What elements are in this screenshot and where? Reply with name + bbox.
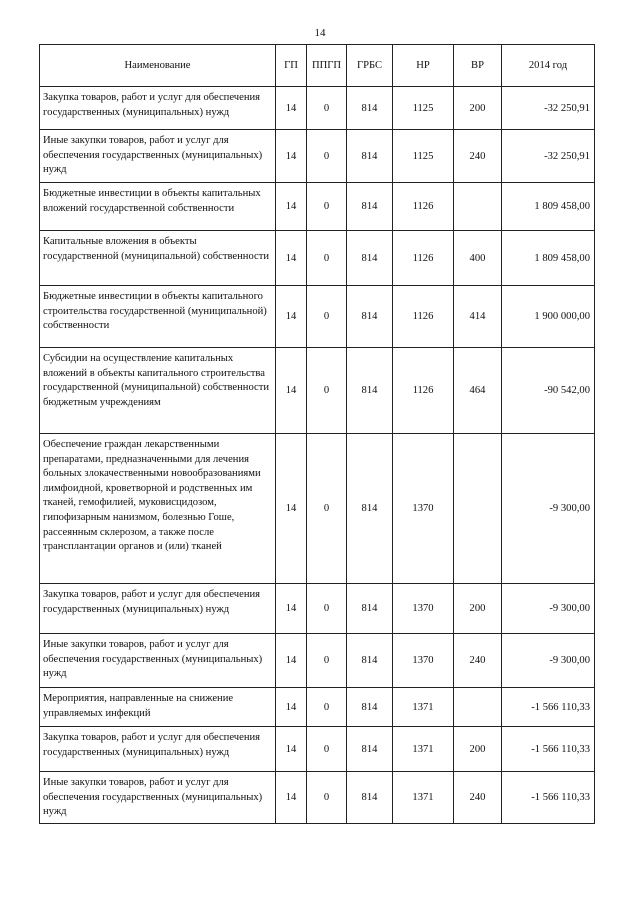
header-name: Наименование: [40, 45, 276, 87]
row-grbs: 814: [347, 130, 393, 183]
page-number: 14: [314, 27, 326, 39]
row-ppgp: 0: [307, 231, 347, 286]
row-grbs: 814: [347, 584, 393, 634]
row-vr: 200: [454, 87, 502, 130]
row-grbs: 814: [347, 688, 393, 727]
row-name: Иные закупки товаров, работ и услуг для обеспечения государственных (муниципальных) нужд: [40, 772, 276, 824]
table-row: [40, 584, 595, 634]
row-amount: -1 566 110,33: [502, 772, 595, 824]
row-amount: -32 250,91: [502, 87, 595, 130]
row-name: Иные закупки товаров, работ и услуг для обеспечения государственных (муниципальных) нужд: [40, 634, 276, 688]
row-name: Закупка товаров, работ и услуг для обеспечения государственных (муниципальных) нужд: [40, 584, 276, 634]
row-nr: 1371: [393, 772, 454, 824]
row-grbs: 814: [347, 772, 393, 824]
row-vr: 464: [454, 348, 502, 434]
row-gp: 14: [276, 584, 307, 634]
row-ppgp: 0: [307, 348, 347, 434]
row-ppgp: 0: [307, 772, 347, 824]
row-gp: 14: [276, 634, 307, 688]
row-grbs: 814: [347, 727, 393, 772]
row-vr: 200: [454, 584, 502, 634]
row-vr: 240: [454, 772, 502, 824]
row-grbs: 814: [347, 434, 393, 584]
row-nr: 1125: [393, 130, 454, 183]
row-ppgp: 0: [307, 130, 347, 183]
row-name: Закупка товаров, работ и услуг для обеспечения государственных (муниципальных) нужд: [40, 727, 276, 772]
row-amount: -1 566 110,33: [502, 727, 595, 772]
row-vr: [454, 434, 502, 584]
row-vr: 414: [454, 286, 502, 348]
row-grbs: 814: [347, 286, 393, 348]
row-name: Мероприятия, направленные на снижение управляемых инфекций: [40, 688, 276, 727]
row-grbs: 814: [347, 87, 393, 130]
table-row: [40, 286, 595, 348]
row-nr: 1126: [393, 348, 454, 434]
row-nr: 1370: [393, 634, 454, 688]
row-amount: -90 542,00: [502, 348, 595, 434]
row-gp: 14: [276, 87, 307, 130]
row-ppgp: 0: [307, 688, 347, 727]
row-grbs: 814: [347, 634, 393, 688]
row-gp: 14: [276, 688, 307, 727]
header-ppgp: ППГП: [307, 45, 347, 87]
row-gp: 14: [276, 348, 307, 434]
row-ppgp: 0: [307, 727, 347, 772]
row-nr: 1371: [393, 727, 454, 772]
row-grbs: 814: [347, 183, 393, 231]
row-amount: -9 300,00: [502, 584, 595, 634]
row-grbs: 814: [347, 231, 393, 286]
row-ppgp: 0: [307, 183, 347, 231]
header-gp: ГП: [276, 45, 307, 87]
row-grbs: 814: [347, 348, 393, 434]
header-nr: НР: [393, 45, 454, 87]
row-ppgp: 0: [307, 286, 347, 348]
row-vr: 200: [454, 727, 502, 772]
table-row: [40, 434, 595, 584]
row-nr: 1371: [393, 688, 454, 727]
header-vr: ВР: [454, 45, 502, 87]
row-name: Бюджетные инвестиции в объекты капитального строительства государственной (муниципальной) собственности: [40, 286, 276, 348]
row-ppgp: 0: [307, 434, 347, 584]
row-gp: 14: [276, 231, 307, 286]
row-gp: 14: [276, 434, 307, 584]
row-nr: 1125: [393, 87, 454, 130]
header-year-2014: 2014 год: [502, 45, 595, 87]
table-row: [40, 348, 595, 434]
table-row: [40, 688, 595, 727]
row-nr: 1370: [393, 584, 454, 634]
row-amount: 1 900 000,00: [502, 286, 595, 348]
row-gp: 14: [276, 183, 307, 231]
row-ppgp: 0: [307, 584, 347, 634]
row-amount: -1 566 110,33: [502, 688, 595, 727]
row-name: Иные закупки товаров, работ и услуг для обеспечения государственных (муниципальных) нужд: [40, 130, 276, 183]
row-amount: -32 250,91: [502, 130, 595, 183]
row-name: Бюджетные инвестиции в объекты капитальных вложений государственной собственности: [40, 183, 276, 231]
row-nr: 1126: [393, 286, 454, 348]
row-vr: [454, 688, 502, 727]
row-nr: 1126: [393, 231, 454, 286]
row-name: Обеспечение граждан лекарственными препаратами, предназначенными для лечения больных злокачественными новообразованиями лимфоидной, кроветворной и родственных им тканей, гемофилией, муковисцидозом, гипофизарным нанизмом, болезнью Гоше, рассеянным склерозом, а также после трансплантации органов и (или) тканей: [40, 434, 276, 584]
table-row: [40, 87, 595, 130]
table-row: [40, 183, 595, 231]
table-row: [40, 772, 595, 824]
row-name: Капитальные вложения в объекты государственной (муниципальной) собственности: [40, 231, 276, 286]
row-amount: -9 300,00: [502, 634, 595, 688]
row-name: Субсидии на осуществление капитальных вложений в объекты капитального строительства государственной (муниципальной) собственности бюджетным учреждениям: [40, 348, 276, 434]
row-gp: 14: [276, 727, 307, 772]
row-nr: 1370: [393, 434, 454, 584]
row-amount: 1 809 458,00: [502, 183, 595, 231]
row-nr: 1126: [393, 183, 454, 231]
row-vr: [454, 183, 502, 231]
row-amount: -9 300,00: [502, 434, 595, 584]
table-row: [40, 130, 595, 183]
table-row: [40, 634, 595, 688]
table-row: [40, 727, 595, 772]
row-vr: 400: [454, 231, 502, 286]
row-gp: 14: [276, 130, 307, 183]
row-vr: 240: [454, 130, 502, 183]
row-amount: 1 809 458,00: [502, 231, 595, 286]
table-row: [40, 231, 595, 286]
row-gp: 14: [276, 286, 307, 348]
budget-table: [39, 44, 595, 824]
row-name: Закупка товаров, работ и услуг для обеспечения государственных (муниципальных) нужд: [40, 87, 276, 130]
row-gp: 14: [276, 772, 307, 824]
row-ppgp: 0: [307, 87, 347, 130]
row-ppgp: 0: [307, 634, 347, 688]
header-row: [40, 45, 595, 87]
header-grbs: ГРБС: [347, 45, 393, 87]
row-vr: 240: [454, 634, 502, 688]
